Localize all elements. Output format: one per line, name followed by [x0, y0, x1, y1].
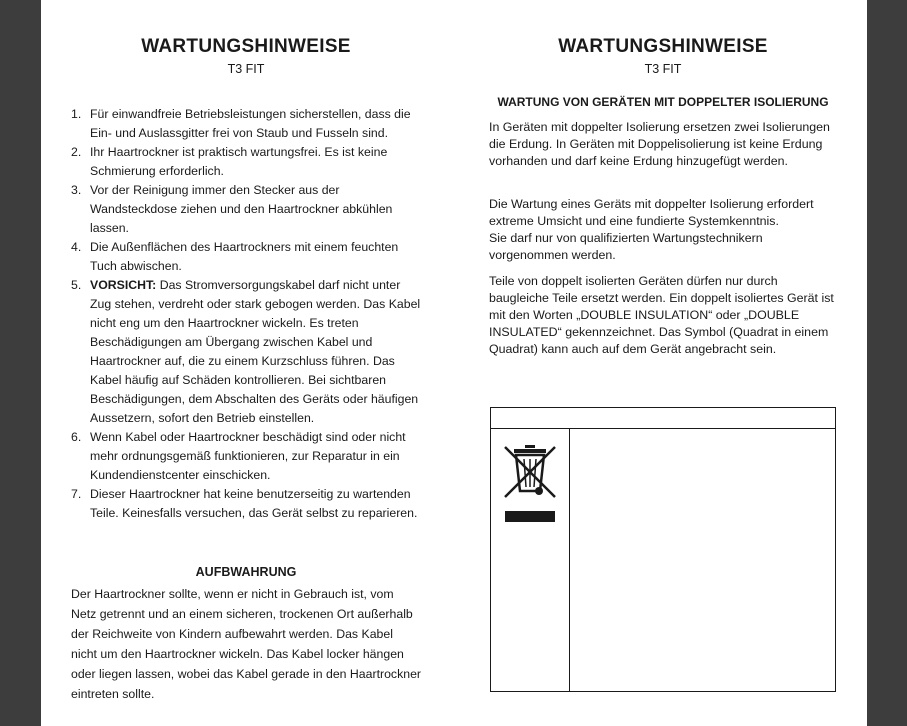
paragraph-parts: Teile von doppelt isolierten Geräten dürfen nur durch baugleiche Teile ersetzt werden. Ein doppelt isoliertes Gerät ist mit den Worten „DOUBLE INSULATION“ oder „DOUBLE INSULATED“ gekennzeichnet. Das Symbol (Quadrat in einem Quadrat) kann auch auf dem Gerät angebracht sein. — [489, 274, 834, 356]
paragraph-insulation: In Geräten mit doppelter Isolierung ersetzen zwei Isolierungen die Erdung. In Geräten mit Doppelisolierung ist keine Erdung vorhanden und darf keine Erdung hinzugefügt werden. — [489, 120, 830, 168]
page-subtitle: T3 FIT — [227, 62, 265, 76]
step-text: Vor der Reinigung immer den Stecker aus der Wandsteckdose ziehen und den Haartrockner abkühlen lassen. — [90, 183, 393, 235]
step-text: Die Außenflächen des Haartrockners mit einem feuchten Tuch abwischen. — [90, 240, 399, 273]
step-number: 5. — [71, 278, 82, 292]
paragraph-line: Sie darf nur von qualifizierten Wartungstechnikern vorgenommen werden. — [489, 231, 763, 262]
storage-heading: AUFBWAHRUNG — [195, 565, 297, 579]
list-item — [71, 238, 421, 276]
crossed-out-wheelie-bin-icon — [503, 445, 557, 525]
section-heading: WARTUNG VON GERÄTEN MIT DOPPELTER ISOLIERUNG — [497, 95, 829, 109]
document-page — [41, 0, 867, 726]
disposal-icon-cell — [491, 429, 570, 691]
step-text: Ihr Haartrockner ist praktisch wartungsfrei. Es ist keine Schmierung erforderlich. — [90, 145, 388, 178]
list-item — [71, 428, 421, 485]
step-number: 4. — [71, 240, 82, 254]
list-item — [71, 143, 421, 181]
storage-paragraph: Der Haartrockner sollte, wenn er nicht in Gebrauch ist, vom Netz getrennt und an einem sicheren, trockenen Ort außerhalb der Reichweite von Kindern aufbewahrt werden. Das Kabel nicht um den Haartrockner wickeln. Das Kabel locker hängen oder liegen lassen, wobei das Kabel gerade in den Haartrockner eintreten sollte. — [71, 587, 421, 701]
step-number: 7. — [71, 487, 82, 501]
page-title: WARTUNGSHINWEISE — [141, 36, 351, 57]
step-number: 6. — [71, 430, 82, 444]
maintenance-steps-list — [71, 105, 421, 523]
step-text: Dieser Haartrockner hat keine benutzerseitig zu wartenden Teile. Keinesfalls versuchen, das Gerät selbst zu reparieren. — [90, 487, 418, 520]
step-number: 1. — [71, 107, 82, 121]
list-item — [71, 276, 421, 428]
paragraph-line: Die Wartung eines Geräts mit doppelter Isolierung erfordert extreme Umsicht und eine fundierte Systemkenntnis. — [489, 197, 814, 228]
disposal-box-header — [491, 408, 835, 429]
step-number: 3. — [71, 183, 82, 197]
caution-text: Das Stromversorgungskabel darf nicht unter Zug stehen, verdreht oder stark gebogen werden. Das Kabel nicht eng um den Haartrockner wickeln. Es treten Beschädigungen am Übergang zwischen Kabel und Haartrockner auf, die zu einem Kurzschluss führen. Das Kabel häufig auf Schäden kontrollieren. Bei sichtbaren Beschädigungen, dem Abschalten des Geräts oder häufigen Aussetzern, sofort den Betrieb einstellen. — [90, 278, 421, 425]
step-text: Wenn Kabel oder Haartrockner beschädigt sind oder nicht mehr ordnungsgemäß funktionieren, zur Reparatur in ein Kundendienstcenter einschicken. — [90, 430, 406, 482]
step-text — [90, 276, 421, 428]
step-text: Für einwandfreie Betriebsleistungen sicherstellen, dass die Ein- und Auslassgitter frei von Staub und Fusseln sind. — [90, 107, 411, 140]
caution-label: VORSICHT: — [90, 278, 157, 292]
list-item — [71, 485, 421, 523]
paragraph-service — [489, 196, 839, 264]
list-item — [71, 181, 421, 238]
page-subtitle: T3 FIT — [644, 62, 682, 76]
step-number: 2. — [71, 145, 82, 159]
page-title: WARTUNGSHINWEISE — [558, 36, 768, 57]
disposal-box — [490, 407, 836, 692]
list-item — [71, 105, 421, 143]
